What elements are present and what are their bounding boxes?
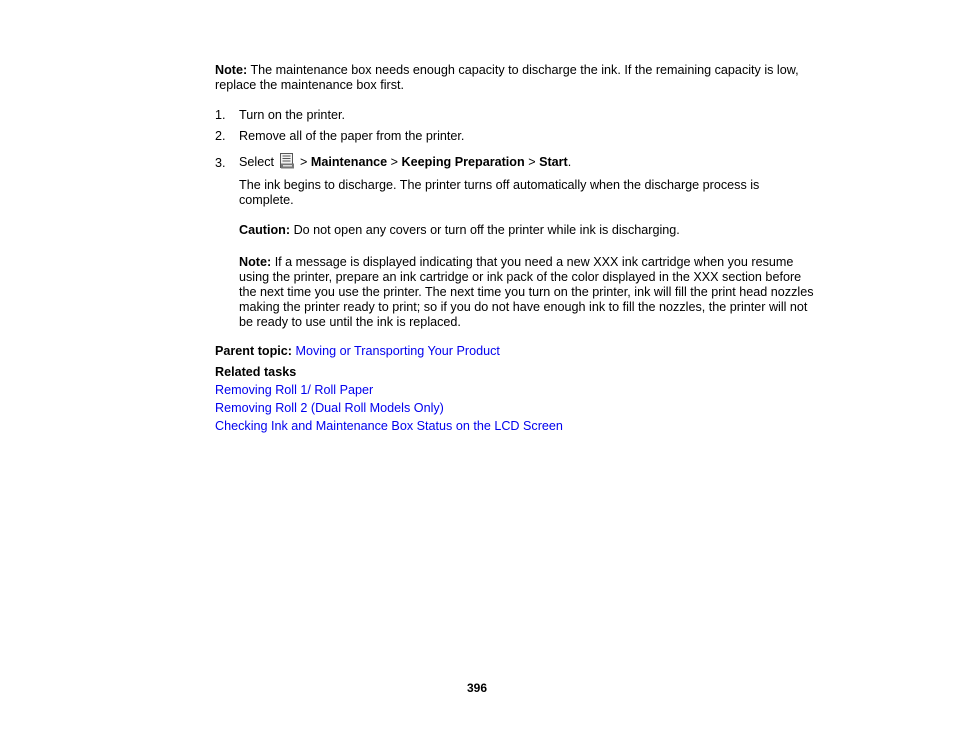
related-task-link-roll-1[interactable]: Removing Roll 1/ Roll Paper xyxy=(215,383,374,397)
note-label: Note: xyxy=(239,255,272,269)
period: . xyxy=(567,155,572,169)
caution-label: Caution: xyxy=(239,223,291,237)
related-task-link-ink-status[interactable]: Checking Ink and Maintenance Box Status on the LCD Screen xyxy=(215,419,563,433)
menu-separator: > xyxy=(300,155,308,169)
menu-separator: > xyxy=(528,155,536,169)
menu-keeping-preparation: Keeping Preparation xyxy=(401,155,525,169)
related-tasks-heading xyxy=(215,365,296,380)
step-3-result: The ink begins to discharge. The printer turns off automatically when the discharge process is complete. xyxy=(239,178,760,207)
menu-separator: > xyxy=(390,155,399,169)
step-text: Remove all of the paper from the printer. xyxy=(239,129,465,143)
parent-topic-link[interactable]: Moving or Transporting Your Product xyxy=(295,344,500,358)
related-task-link-roll-2[interactable]: Removing Roll 2 (Dual Roll Models Only) xyxy=(215,401,444,415)
note-text: The maintenance box needs enough capacity to discharge the ink. If the remaining capacity is low, replace the maintenance box first. xyxy=(215,63,799,92)
menu-start: Start xyxy=(539,155,568,169)
step-number: 2. xyxy=(215,129,226,143)
parent-topic-label: Parent topic: xyxy=(215,344,292,358)
menu-icon xyxy=(279,153,295,169)
caution-text: Do not open any covers or turn off the printer while ink is discharging. xyxy=(293,223,680,237)
step-number: 1. xyxy=(215,108,226,122)
parent-topic xyxy=(215,344,500,359)
step-3-instruction xyxy=(239,152,571,172)
step-text: Turn on the printer. xyxy=(239,108,345,122)
related-tasks-label: Related tasks xyxy=(215,365,297,379)
maintenance-note xyxy=(215,63,815,93)
caution-note xyxy=(239,223,819,238)
note-text: If a message is displayed indicating that you need a new XXX ink cartridge when you resume using the printer, prepare an ink cartridge or ink pack of the color displayed in the XXX section before the next time you use the printer. The next time you turn on the printer, ink will fill the print head nozzles making the printer ready to print; so if you do not have enough ink to fill the nozzles, the printer will not be ready to use until the ink is replaced. xyxy=(239,255,814,329)
ink-note xyxy=(239,255,821,330)
menu-maintenance: Maintenance xyxy=(310,155,388,169)
note-label: Note: xyxy=(215,63,248,77)
page-number: 396 xyxy=(466,681,488,695)
step-number: 3. xyxy=(215,156,226,170)
select-word: Select xyxy=(239,155,275,169)
